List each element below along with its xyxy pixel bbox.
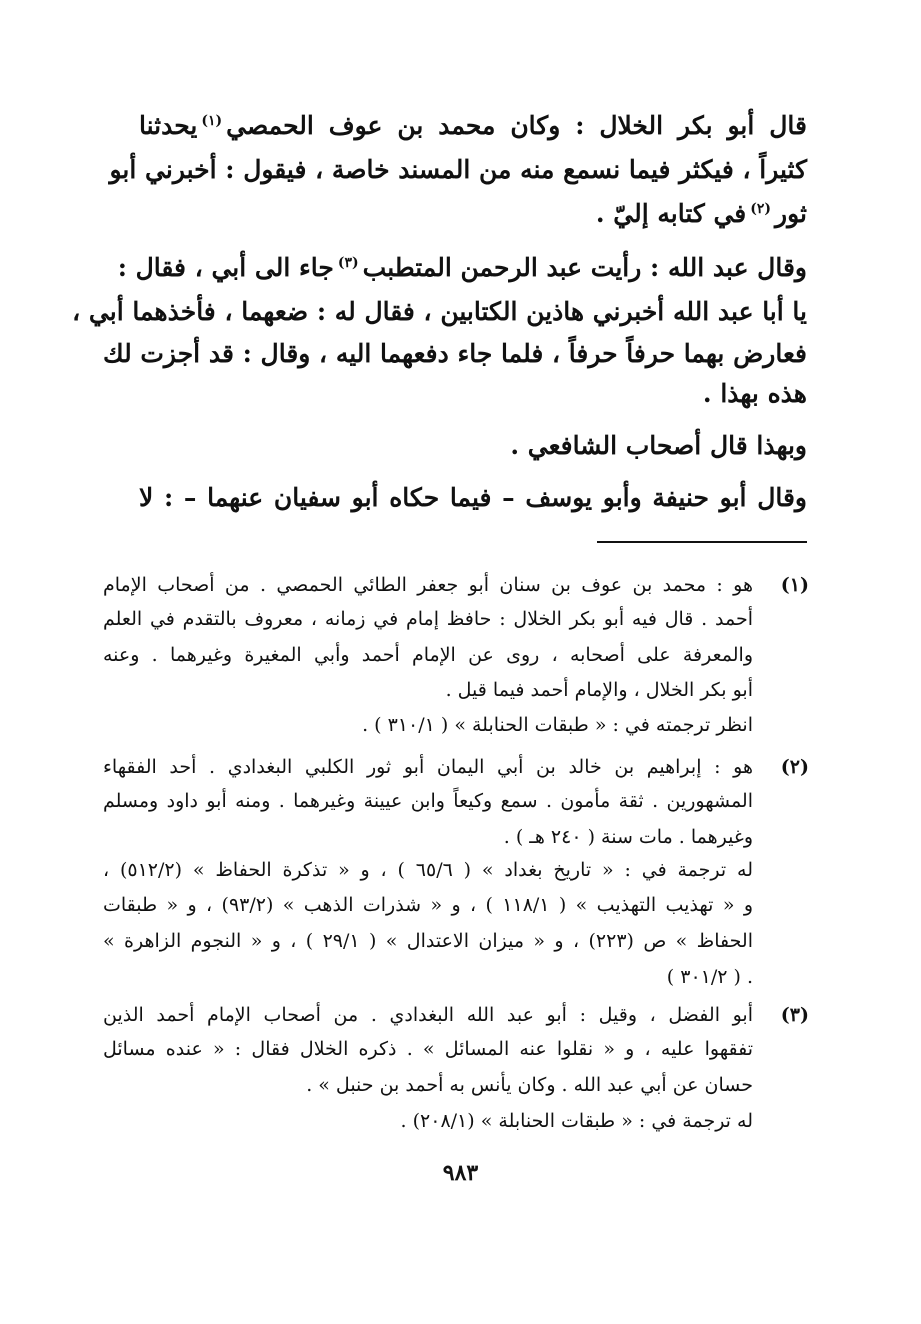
body-line: هذه بهذا . — [702, 379, 807, 408]
body-line — [117, 250, 807, 286]
footnote-line: المشهورين . ثقة مأمون . سمع وكيعاً وابن عيينة وغيرهما . ومنه أبو داود ومسلم — [103, 790, 753, 812]
footnote-ref[interactable]: (٣) — [337, 254, 359, 271]
footnote-line: أبو الفضل ، وقيل : أبو عبد الله البغدادي . من أصحاب الإمام أحمد الذين — [103, 1004, 753, 1026]
footnote-line: والمعرفة على أصحابه ، روى عن الإمام أحمد وأبي المغيرة وغيرهما . وعنه — [103, 644, 753, 666]
body-text: قال أبو بكر الخلال : وكان محمد بن عوف الحمصي — [226, 111, 807, 140]
footnote-line: حسان عن أبي عبد الله . وكان يأنس به أحمد بن حنبل » . — [306, 1074, 753, 1096]
footnote-line: الحفاظ » ص (٢٢٣) ، و « ميزان الاعتدال » ( ٢٩/١ ) ، و « النجوم الزاهرة » — [103, 930, 753, 952]
footnote-line: انظر ترجمته في : « طبقات الحنابلة » ( ٣١٠/١ ) . — [362, 714, 753, 736]
body-line: وقال أبو حنيفة وأبو يوسف – فيما حكاه أبو سفيان عنهما – : لا — [139, 483, 807, 512]
footnote-line: له ترجمة في : « تاريخ بغداد » ( ٦٥/٦ ) ، و « تذكرة الحفاظ » (٥١٢/٢) ، — [103, 859, 753, 881]
body-text: وقال عبد الله : رأيت عبد الرحمن المتطبب — [362, 253, 807, 282]
footnote-number: (٣) — [780, 1004, 809, 1026]
footnote-ref[interactable]: (٢) — [750, 200, 772, 217]
footnote-separator — [597, 541, 807, 543]
body-text: في كتابه إليّ . — [595, 199, 747, 228]
footnote-line: له ترجمة في : « طبقات الحنابلة » (٢٠٨/١) . — [400, 1110, 753, 1132]
footnote-line: أحمد . قال فيه أبو بكر الخلال : حافظ إمام في زمانه ، معروف بالتقدم في العلم — [103, 608, 753, 630]
body-text: جاء الى أبي ، فقال : — [117, 253, 334, 282]
page-number: ٩٨٣ — [442, 1160, 479, 1186]
footnote-line: أبو بكر الخلال ، والإمام أحمد فيما قيل . — [445, 679, 753, 701]
footnote-number: (١) — [780, 574, 809, 596]
body-line: وبهذا قال أصحاب الشافعي . — [510, 431, 807, 460]
footnote-line: . ( ٣٠١/٢ ) — [666, 966, 753, 988]
footnote-line: هو : محمد بن عوف بن سنان أبو جعفر الطائي الحمصي . من أصحاب الإمام — [103, 574, 753, 596]
body-line: يا أبا عبد الله أخبرني هاذين الكتابين ، فقال له : ضعهما ، فأخذهما أبي ، — [72, 297, 807, 326]
body-line: فعارض بهما حرفاً حرفاً ، فلما جاء دفعهما اليه ، وقال : قد أجزت لك — [103, 339, 807, 368]
footnote-line: هو : إبراهيم بن خالد بن أبي اليمان أبو ثور الكلبي البغدادي . أحد الفقهاء — [103, 756, 753, 778]
footnote-line: وغيرهما . مات سنة ( ٢٤٠ هـ ) . — [503, 826, 753, 848]
body-line — [113, 196, 807, 232]
footnote-line: و « تهذيب التهذيب » ( ١١٨/١ ) ، و « شذرات الذهب » (٩٣/٢) ، و « طبقات — [103, 894, 753, 916]
footnote-number: (٢) — [780, 756, 809, 778]
body-text: ثور — [775, 199, 807, 228]
body-text: يحدثنا — [139, 111, 198, 140]
footnote-ref[interactable]: (١) — [201, 112, 223, 129]
body-line — [139, 108, 807, 144]
footnote-line: تفقهوا عليه ، و « نقلوا عنه المسائل » . ذكره الخلال فقال : « عنده مسائل — [103, 1038, 753, 1060]
body-line: كثيراً ، فيكثر فيما نسمع منه من المسند خاصة ، فيقول : أخبرني أبو — [109, 155, 807, 184]
